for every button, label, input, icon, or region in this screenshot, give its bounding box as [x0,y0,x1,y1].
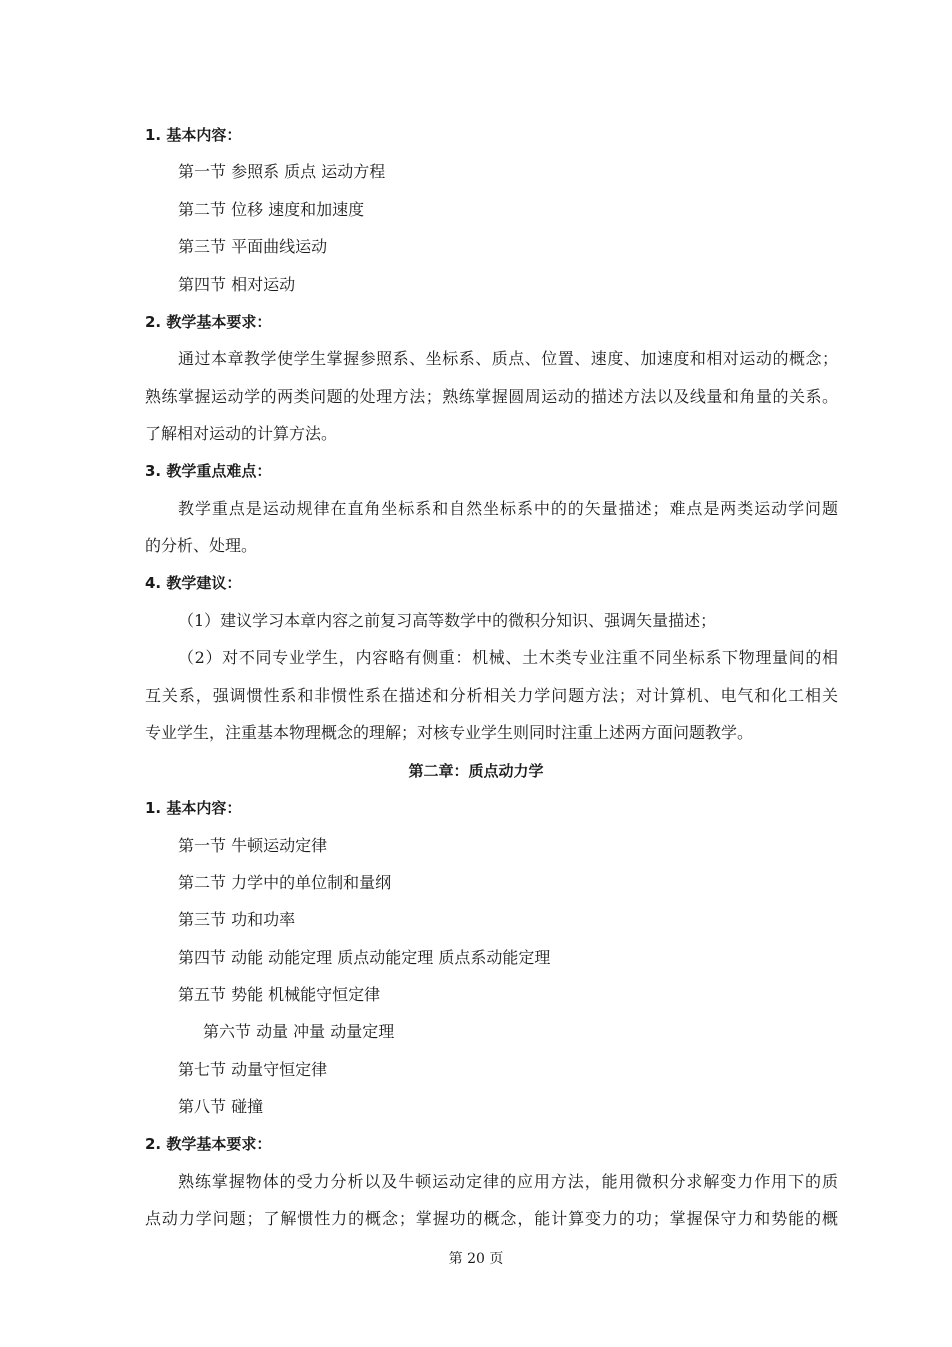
ch1-keypoints-heading: 3. 教学重点难点： [145,462,272,480]
ch1-requirements-heading: 2. 教学基本要求： [145,313,272,331]
ch1-content-heading: 1. 基本内容： [145,126,242,144]
ch2-section-3: 第三节 功和功率 [178,910,296,929]
ch1-keypoints-line-2: 的分析、处理。 [145,536,258,555]
ch2-section-5: 第五节 势能 机械能守恒定律 [178,985,381,1004]
ch2-section-8: 第八节 碰撞 [178,1097,264,1116]
ch2-section-2: 第二节 力学中的单位制和量纲 [178,873,392,892]
ch1-keypoints-line-1: 教学重点是运动规律在直角坐标系和自然坐标系中的的矢量描述；难点是两类运动学问题 [178,499,838,518]
ch1-suggestions-line-2: （2）对不同专业学生，内容略有侧重：机械、土木类专业注重不同坐标系下物理量间的相 [178,648,838,667]
ch2-section-7: 第七节 动量守恒定律 [178,1060,328,1079]
ch2-requirements-line-1: 熟练掌握物体的受力分析以及牛顿运动定律的应用方法，能用微积分求解变力作用下的质 [178,1172,838,1191]
ch1-suggestions-line-1: （1）建议学习本章内容之前复习高等数学中的微积分知识、强调矢量描述； [178,611,717,630]
ch1-section-3: 第三节 平面曲线运动 [178,237,328,256]
ch2-section-6: 第六节 动量 冲量 动量定理 [203,1022,395,1041]
ch2-content-heading: 1. 基本内容： [145,799,242,817]
ch1-suggestions-line-4: 专业学生，注重基本物理概念的理解；对核专业学生则同时注重上述两方面问题教学。 [145,723,754,742]
ch1-section-1: 第一节 参照系 质点 运动方程 [178,162,386,181]
ch1-suggestions-heading: 4. 教学建议： [145,574,242,592]
ch2-section-1: 第一节 牛顿运动定律 [178,836,328,855]
ch2-requirements-heading: 2. 教学基本要求： [145,1135,272,1153]
ch2-title: 第二章：质点动力学 [408,762,544,780]
ch1-suggestions-line-3: 互关系，强调惯性系和非惯性系在描述和分析相关力学问题方法；对计算机、电气和化工相关 [145,686,838,705]
ch1-requirements-line-2: 熟练掌握运动学的两类问题的处理方法；熟练掌握圆周运动的描述方法以及线量和角量的关系。 [145,387,838,406]
ch1-requirements-line-3: 了解相对运动的计算方法。 [145,424,338,443]
ch2-section-4: 第四节 动能 动能定理 质点动能定理 质点系动能定理 [178,948,551,967]
page-number: 第 20 页 [448,1251,504,1267]
ch2-requirements-line-2: 点动力学问题；了解惯性力的概念；掌握功的概念，能计算变力的功；掌握保守力和势能的概 [145,1209,838,1228]
ch1-requirements-line-1: 通过本章教学使学生掌握参照系、坐标系、质点、位置、速度、加速度和相对运动的概念； [178,349,838,368]
ch1-section-4: 第四节 相对运动 [178,275,296,294]
ch1-section-2: 第二节 位移 速度和加速度 [178,200,365,219]
